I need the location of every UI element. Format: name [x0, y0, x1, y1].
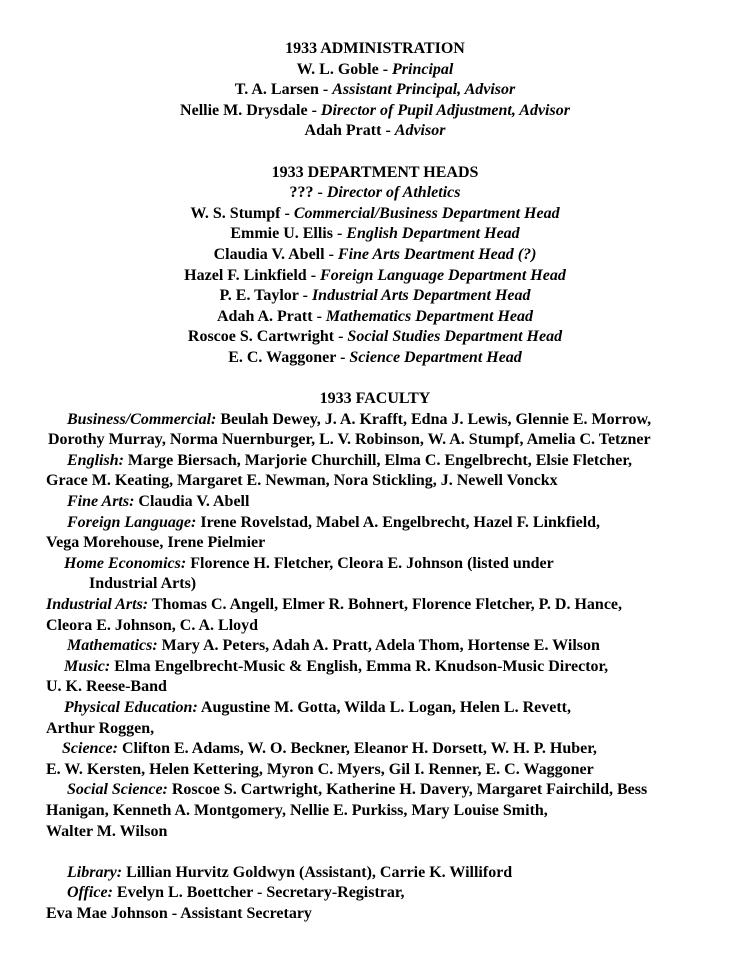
faculty-line — [0, 863, 750, 884]
person-name: Nellie M. Drysdale — [180, 101, 308, 119]
faculty-names: Irene Rovelstad, Mabel A. Engelbrecht, Hazel F. Linkfield, — [196, 513, 601, 531]
department-label: Social Science: — [67, 781, 168, 799]
faculty-line — [0, 904, 750, 925]
spacer — [0, 369, 750, 390]
person-role: Assistant Principal, Advisor — [332, 81, 516, 99]
faculty-line — [0, 574, 750, 595]
faculty-names: Elma Engelbrecht-Music & English, Emma R. Knudson-Music Director, — [110, 657, 609, 675]
faculty-line — [0, 471, 750, 492]
faculty-names: Augustine M. Gotta, Wilda L. Logan, Helen L. Revett, — [197, 699, 571, 716]
faculty-names: Mary A. Peters, Adah A. Pratt, Adela Thom, Hortense E. Wilson — [157, 637, 600, 655]
faculty-names: Cleora E. Johnson, C. A. Lloyd — [46, 616, 259, 634]
department-label: Physical Education: — [64, 699, 198, 716]
faculty-names: Marge Biersach, Marjorie Churchill, Elma C. Engelbrecht, Elsie Fletcher, — [123, 451, 632, 469]
department-head-row: Emmie U. Ellis - English Department Head — [230, 225, 520, 243]
faculty-line — [0, 533, 750, 554]
faculty-line — [0, 430, 750, 451]
faculty-line — [0, 636, 750, 657]
department-label: Mathematics: — [67, 637, 158, 655]
administration-row: T. A. Larsen - Assistant Principal, Advisor — [234, 81, 516, 99]
faculty-line — [0, 451, 750, 472]
administration-section — [0, 39, 750, 142]
person-role: Science Department Head — [349, 348, 522, 366]
faculty-line — [0, 595, 750, 616]
department-label: Home Economics: — [64, 554, 187, 572]
person-name: E. C. Waggoner — [228, 348, 337, 366]
faculty-names: U. K. Reese-Band — [46, 678, 167, 696]
person-role: Industrial Arts Department Head — [311, 287, 531, 305]
department-head-row: Hazel F. Linkfield - Foreign Language Department Head — [184, 266, 566, 284]
person-name: Adah A. Pratt — [217, 307, 313, 325]
faculty-names: Walter M. Wilson — [46, 822, 168, 840]
faculty-line — [0, 410, 750, 431]
department-label: Music: — [64, 657, 111, 675]
faculty-line — [0, 719, 750, 740]
person-name: W. S. Stumpf — [190, 204, 281, 222]
person-role: Commercial/Business Department Head — [293, 204, 560, 222]
faculty-names: Industrial Arts) — [89, 575, 197, 593]
faculty-names: Beulah Dewey, J. A. Krafft, Edna J. Lewis, Glennie E. Morrow, — [216, 410, 652, 428]
faculty-line — [0, 760, 750, 781]
faculty-line — [0, 883, 750, 904]
department-label: Office: — [67, 884, 113, 902]
faculty-names: Dorothy Murray, Norma Nuernburger, L. V. Robinson, W. A. Stumpf, Amelia C. Tetzner — [48, 431, 651, 449]
faculty-line — [0, 780, 750, 801]
department-label: Science: — [62, 740, 118, 758]
administration-row: Adah Pratt - Advisor — [304, 122, 446, 140]
department-head-row: Claudia V. Abell - Fine Arts Deartment Head (?) — [213, 245, 537, 263]
person-name: Emmie U. Ellis — [230, 225, 333, 243]
faculty-names: Evelyn L. Boettcher - Secretary-Registrar, — [112, 884, 405, 902]
person-role: Mathematics Department Head — [325, 307, 533, 325]
faculty-line — [0, 554, 750, 575]
person-role: English Department Head — [346, 225, 520, 243]
department-head-row: Roscoe S. Cartwright - Social Studies Department Head — [187, 328, 563, 346]
faculty-names: E. W. Kersten, Helen Kettering, Myron C. Myers, Gil I. Renner, E. C. Waggoner — [46, 760, 594, 778]
spacer — [0, 142, 750, 163]
person-name: P. E. Taylor — [219, 287, 299, 305]
department-heads-section — [0, 163, 750, 369]
department-label: Library: — [67, 863, 123, 881]
faculty-heading: 1933 FACULTY — [319, 390, 431, 408]
administration-row: Nellie M. Drysdale - Director of Pupil Adjustment, Advisor — [180, 101, 570, 119]
faculty-line — [0, 842, 750, 863]
faculty-names: Lillian Hurvitz Goldwyn (Assistant), Carrie K. Williford — [122, 863, 513, 881]
faculty-names: Arthur Roggen, — [46, 719, 155, 737]
faculty-line — [0, 492, 750, 513]
faculty-line — [0, 698, 750, 719]
faculty-names: Vega Morehouse, Irene Pielmier — [46, 534, 266, 552]
department-heads-heading: 1933 DEPARTMENT HEADS — [271, 163, 479, 181]
faculty-names: Hanigan, Kenneth A. Montgomery, Nellie E. Purkiss, Mary Louise Smith, — [46, 801, 548, 819]
faculty-line — [0, 739, 750, 760]
department-label: Business/Commercial: — [67, 410, 217, 428]
department-label: Foreign Language: — [67, 513, 197, 531]
department-head-row: E. C. Waggoner - Science Department Head — [228, 348, 522, 366]
person-role: Principal — [392, 60, 454, 78]
administration-row: W. L. Goble - Principal — [296, 60, 454, 78]
person-name: Roscoe S. Cartwright — [187, 328, 335, 346]
person-name: ??? — [289, 184, 314, 202]
faculty-names: Thomas C. Angell, Elmer R. Bohnert, Florence Fletcher, P. D. Hance, — [148, 596, 623, 614]
faculty-line — [0, 801, 750, 822]
department-head-row: W. S. Stumpf - Commercial/Business Department Head — [190, 204, 560, 222]
person-role: Director of Athletics — [326, 184, 461, 202]
faculty-names: Grace M. Keating, Margaret E. Newman, Nora Stickling, J. Newell Vonckx — [46, 472, 558, 490]
faculty-names: Eva Mae Johnson - Assistant Secretary — [46, 904, 312, 922]
faculty-names: Florence H. Fletcher, Cleora E. Johnson (listed under — [186, 554, 554, 572]
department-label: Industrial Arts: — [46, 596, 149, 614]
department-head-row: Adah A. Pratt - Mathematics Department Head — [217, 307, 533, 325]
faculty-section — [0, 389, 750, 924]
department-head-row: P. E. Taylor - Industrial Arts Department Head — [219, 287, 531, 305]
person-role: Social Studies Department Head — [347, 328, 563, 346]
faculty-names: Claudia V. Abell — [134, 493, 250, 511]
person-role: Foreign Language Department Head — [320, 266, 566, 284]
faculty-line — [0, 616, 750, 637]
person-role: Advisor — [394, 122, 446, 140]
faculty-list — [0, 410, 750, 925]
faculty-line — [0, 657, 750, 678]
person-name: T. A. Larsen — [234, 81, 319, 99]
person-name: Hazel F. Linkfield — [184, 266, 307, 284]
person-name: W. L. Goble — [296, 60, 379, 78]
administration-heading: 1933 ADMINISTRATION — [285, 40, 465, 57]
person-name: Claudia V. Abell — [213, 245, 325, 263]
department-label: Fine Arts: — [67, 493, 135, 511]
person-name: Adah Pratt — [304, 122, 382, 140]
faculty-names: Roscoe S. Cartwright, Katherine H. Davery, Margaret Fairchild, Bess — [167, 781, 648, 799]
department-head-row: ??? - Director of Athletics — [289, 184, 461, 202]
faculty-line — [0, 822, 750, 843]
person-role: Director of Pupil Adjustment, Advisor — [320, 101, 570, 119]
document-page — [0, 39, 750, 925]
department-label: English: — [67, 451, 124, 469]
faculty-line — [0, 513, 750, 534]
faculty-names: Clifton E. Adams, W. O. Beckner, Eleanor H. Dorsett, W. H. P. Huber, — [117, 740, 597, 758]
person-role: Fine Arts Deartment Head (?) — [337, 245, 537, 263]
faculty-line — [0, 677, 750, 698]
